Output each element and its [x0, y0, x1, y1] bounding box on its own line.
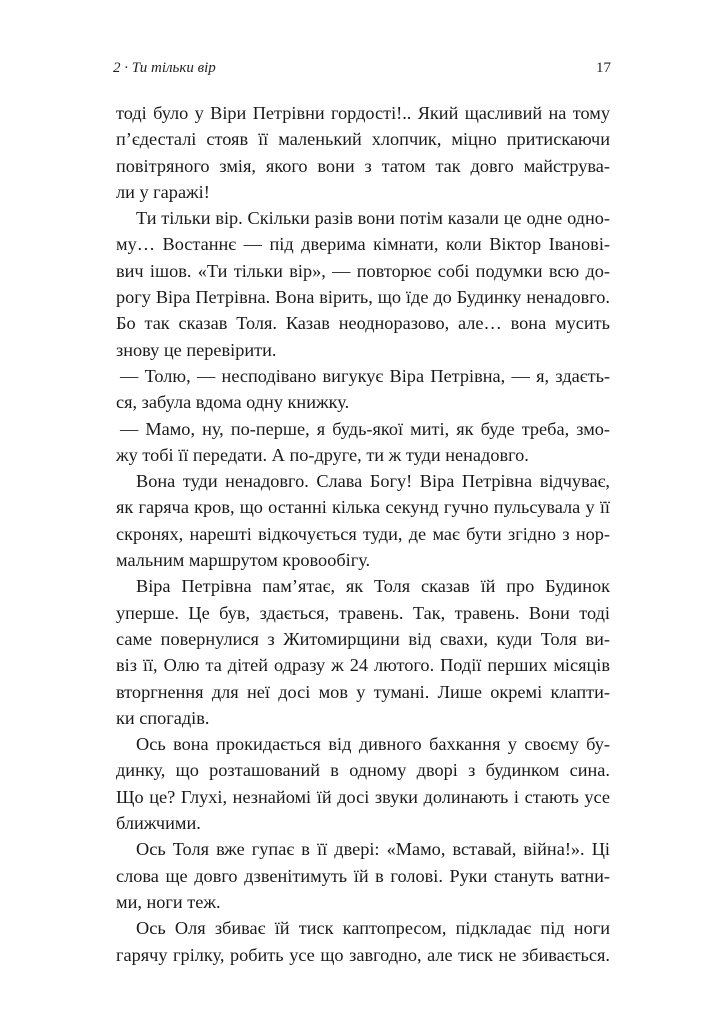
text-line: Що це? Глухі, незнайомі їй досі звуки долинають і стають усе — [116, 786, 610, 807]
text-line: динку, що розташований в одному дворі з будинком сина. — [116, 760, 610, 781]
running-header — [113, 60, 611, 82]
text-line: вич ішов. «Ти тільки вір», — повторює собі подумки всю до- — [116, 260, 610, 281]
text-line: Ось Толя вже гупає в її двері: «Мамо, вставай, війна!». Ці — [136, 839, 610, 860]
text-line: мальним маршрутом кровообігу. — [116, 550, 371, 571]
text-line: слова ще довго дзвенітимуть їй в голові. Руки стануть ватни- — [116, 865, 610, 886]
text-line: жу тобі її передати. А по-друге, ти ж туди ненадовго. — [116, 444, 529, 465]
text-line: Ось Оля збиває їй тиск каптопресом, підкладає під ноги — [136, 918, 610, 939]
text-line: рогу Віра Петрівна. Вона вірить, що їде до Будинку ненадовго. — [116, 287, 610, 308]
body-text — [116, 100, 610, 968]
text-line: скронях, нарешті відкочується туди, де має бути згідно з нор- — [116, 523, 610, 544]
text-line: знову це перевірити. — [116, 339, 277, 360]
page-number: 17 — [596, 60, 611, 76]
text-line: Віра Петрівна пам’ятає, як Толя сказав їй про Будинок — [136, 576, 610, 597]
chapter-title: 2 · Ти тільки вір — [113, 60, 216, 76]
text-line: ближчими. — [116, 813, 201, 834]
text-line: Ось вона прокидається від дивного бахкання у своєму бу- — [136, 734, 610, 755]
text-line: ми, ноги теж. — [116, 891, 221, 912]
text-line: Вона туди ненадовго. Слава Богу! Віра Петрівна відчуває, — [136, 471, 610, 492]
text-line: ли у гаражі! — [116, 181, 210, 202]
text-line: му… Востаннє — під дверима кімнати, коли Віктор Іванові- — [116, 234, 610, 255]
text-line: ся, забула вдома одну книжку. — [116, 392, 350, 413]
text-line: повітряного змія, якого вони з татом так довго майструва- — [116, 155, 610, 176]
text-line: — Мамо, ну, по-перше, я будь-якої миті, як буде треба, змо- — [120, 418, 610, 439]
text-line: тоді було у Віри Петрівни гордості!.. Який щасливий на тому — [116, 103, 610, 123]
text-line: ки спогадів. — [116, 707, 210, 728]
text-line: вторгнення для неї досі мов у тумані. Лише окремі клапти- — [116, 681, 610, 702]
text-line: Бо так сказав Толя. Казав неодноразово, але… вона мусить — [116, 313, 610, 334]
text-line: віз її, Олю та дітей одразу ж 24 лютого. Події перших місяців — [116, 655, 610, 676]
text-line: уперше. Це був, здається, травень. Так, травень. Вони тоді — [116, 602, 610, 623]
text-line: Ти тільки вір. Скільки разів вони потім казали це одне одно- — [136, 208, 610, 229]
text-line: як гаряча кров, що останні кілька секунд гучно пульсувала у її — [116, 497, 610, 518]
text-line: п’єдесталі стояв її маленький хлопчик, міцно притискаючи — [116, 129, 610, 150]
text-line: — Толю, — несподівано вигукує Віра Петрівна, — я, здаєть- — [120, 365, 610, 386]
text-line: гарячу грілку, робить усе що завгодно, але тиск не збивається. — [116, 944, 610, 965]
text-line: саме повернулися з Житомирщини від свахи, куди Толя ви- — [116, 628, 610, 649]
